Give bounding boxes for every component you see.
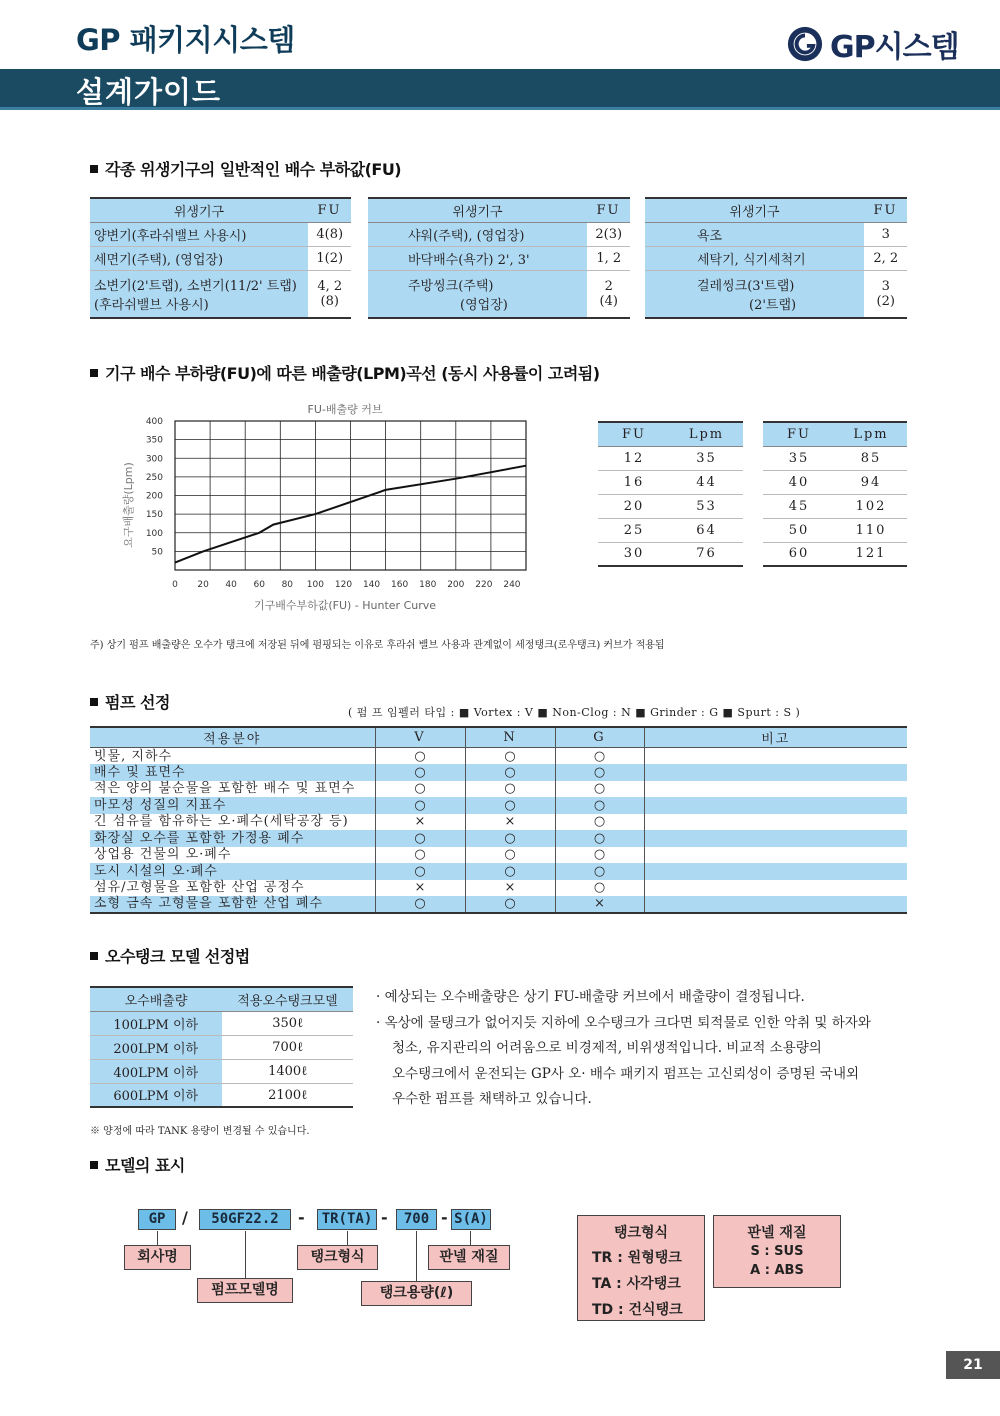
suitability-mark: ○: [375, 748, 465, 765]
application-field: 배수 및 표면수: [90, 764, 375, 781]
col-header: 위생기구: [368, 198, 587, 222]
chart-x-tick-label: 20: [197, 580, 209, 590]
tank-model-cell: 350ℓ: [222, 1011, 353, 1035]
fu-cell: 30: [598, 542, 670, 566]
table-row: [90, 764, 907, 781]
connector-line: [416, 1231, 417, 1281]
chart-x-tick-label: 100: [306, 580, 324, 590]
paragraph-line: 우수한 펌프를 채택하고 있습니다.: [392, 1091, 592, 1107]
suitability-mark: ○: [465, 797, 555, 814]
label-company: 회사명: [124, 1245, 191, 1270]
fu-table-1: [90, 197, 351, 319]
col-header: N: [465, 727, 555, 748]
section-heading-text: 펌프 선정: [105, 693, 170, 712]
model-separator: -: [441, 1208, 448, 1227]
suitability-mark: ○: [465, 847, 555, 864]
fixture-name: [645, 270, 864, 318]
tank-selection-table: [90, 986, 353, 1108]
tank-type-legend-box: [577, 1215, 705, 1321]
panel-material-legend-box: [713, 1215, 841, 1288]
col-header: 적용오수탱크모델: [222, 987, 353, 1011]
fixture-name: [368, 270, 587, 318]
chart-grid: [175, 421, 526, 570]
fu-value: 2, 2: [864, 246, 907, 270]
model-part-tank-type: TR(TA): [317, 1209, 377, 1230]
suitability-mark: ○: [375, 830, 465, 847]
fu-value-line: (2): [876, 293, 895, 309]
application-field: 빗물, 지하수: [90, 748, 375, 765]
col-header: 위생기구: [90, 198, 308, 222]
bullet-square-icon: [90, 952, 98, 960]
suitability-mark: ○: [375, 847, 465, 864]
suitability-mark: ○: [465, 748, 555, 765]
bullet-square-icon: [90, 1161, 98, 1169]
table-row: [90, 880, 907, 897]
lpm-cell: 35: [670, 446, 743, 470]
remarks-cell: [644, 764, 907, 781]
col-header: 위생기구: [645, 198, 864, 222]
col-header: G: [555, 727, 644, 748]
fu-value: 4(8): [308, 222, 351, 246]
col-header: 비고: [644, 727, 907, 748]
legend-item: S : SUS: [750, 1244, 804, 1259]
legend-item: TA : 사각탱크: [592, 1276, 681, 1292]
fu-value: 1, 2: [587, 246, 630, 270]
fu-value: [864, 270, 907, 318]
fu-cell: 45: [763, 494, 835, 518]
fu-cell: 12: [598, 446, 670, 470]
chart-x-tick-label: 60: [253, 580, 265, 590]
bullet-square-icon: [90, 165, 98, 173]
table-row: [90, 830, 907, 847]
chart-y-tick-label: 100: [145, 528, 163, 539]
chart-y-tick-label: 300: [145, 454, 163, 465]
discharge-cell: 400LPM 이하: [90, 1059, 222, 1083]
suitability-mark: ×: [465, 880, 555, 897]
fixture-name-line: (영업장): [460, 297, 508, 313]
discharge-cell: 600LPM 이하: [90, 1083, 222, 1107]
fixture-name-line: (후라쉬밸브 사용시): [94, 297, 209, 313]
fixture-name-line: 소변기(2'트랩), 소변기(11/2' 트랩): [94, 278, 297, 294]
lpm-cell: 110: [835, 518, 907, 542]
connector-line: [470, 1231, 471, 1245]
suitability-mark: ○: [465, 764, 555, 781]
model-part-panel: S(A): [451, 1209, 491, 1230]
table-row: [90, 748, 907, 765]
chart-x-tick-label: 40: [225, 580, 237, 590]
model-part-pump: 50GF22.2: [199, 1209, 291, 1230]
fu-value-line: (4): [599, 293, 618, 309]
suitability-mark: ○: [375, 863, 465, 880]
model-part-capacity: 700: [396, 1209, 437, 1230]
label-pump-model: 펌프모델명: [197, 1278, 293, 1303]
bullet-square-icon: [90, 698, 98, 706]
fu-value-line: (8): [320, 293, 339, 309]
logo-text: GP시스템: [830, 30, 959, 65]
col-header: FU: [763, 422, 835, 446]
suitability-mark: ○: [555, 830, 644, 847]
application-field: 소형 금속 고형물을 포함한 산업 폐수: [90, 896, 375, 913]
fu-value: [308, 270, 351, 318]
tank-model-cell: 1400ℓ: [222, 1059, 353, 1083]
col-header: V: [375, 727, 465, 748]
section-heading-tank: [90, 944, 250, 967]
chart-y-tick-label: 200: [145, 491, 163, 502]
fu-value: 3: [864, 222, 907, 246]
suitability-mark: ○: [555, 781, 644, 798]
lpm-cell: 85: [835, 446, 907, 470]
table-row: [90, 896, 907, 913]
chart-y-tick-label: 50: [151, 547, 163, 558]
suitability-mark: ○: [375, 797, 465, 814]
remarks-cell: [644, 896, 907, 913]
lpm-table-2: [763, 421, 907, 567]
model-separator: -: [381, 1208, 388, 1227]
table-row: [90, 863, 907, 880]
label-tank-type: 탱크형식: [297, 1245, 378, 1270]
remarks-cell: [644, 814, 907, 831]
paragraph-line: 오수탱크에서 운전되는 GP사 오· 배수 패키지 펌프는 고신뢰성이 증명된 국내외: [392, 1065, 860, 1082]
legend-title: 판넬 재질: [747, 1225, 807, 1241]
application-field: 긴 섬유를 함유하는 오·폐수(세탁공장 등): [90, 814, 375, 831]
lpm-cell: 44: [670, 470, 743, 494]
chart-y-tick-label: 150: [145, 510, 163, 521]
chart-x-tick-label: 180: [419, 580, 437, 590]
chart-y-tick-label: 250: [145, 472, 163, 483]
fixture-name: 양변기(후라쉬밸브 사용시): [90, 222, 308, 246]
chart-y-axis-label: 요구배출량(Lpm): [122, 462, 135, 548]
table-row: [90, 847, 907, 864]
chart-x-tick-label: 0: [172, 580, 178, 590]
bullet-square-icon: [90, 369, 98, 377]
remarks-cell: [644, 748, 907, 765]
label-panel-material: 판넬 재질: [428, 1245, 510, 1270]
paragraph-line: 청소, 유지관리의 어려움으로 비경제적, 비위생적입니다. 비교적 소용량의: [392, 1040, 822, 1056]
application-field: 화장실 오수를 포함한 가정용 폐수: [90, 830, 375, 847]
fu-value-line: 3: [881, 278, 890, 294]
fixture-name-line: 걸레씽크(3'트랩): [697, 278, 795, 294]
chart-x-tick-label: 160: [391, 580, 409, 590]
chart-x-tick-label: 240: [503, 580, 521, 590]
col-header: 오수배출량: [90, 987, 222, 1011]
remarks-cell: [644, 830, 907, 847]
remarks-cell: [644, 863, 907, 880]
model-part-company: GP: [138, 1209, 176, 1230]
connector-line: [245, 1231, 246, 1278]
suitability-mark: ○: [555, 863, 644, 880]
chart-x-ticks: [172, 580, 521, 590]
lpm-cell: 53: [670, 494, 743, 518]
fu-value-line: 2: [604, 278, 613, 294]
section-heading-text: 각종 위생기구의 일반적인 배수 부하값(FU): [105, 160, 402, 179]
fixture-name: 욕조: [645, 222, 864, 246]
section-heading-fu: [90, 157, 401, 180]
tank-model-cell: 2100ℓ: [222, 1083, 353, 1107]
model-separator: /: [182, 1208, 188, 1227]
suitability-mark: ○: [555, 847, 644, 864]
col-header: Lpm: [670, 422, 743, 446]
suitability-mark: ×: [465, 814, 555, 831]
remarks-cell: [644, 781, 907, 798]
application-field: 섬유/고형물을 포함한 산업 공정수: [90, 880, 375, 897]
company-logo: [786, 22, 986, 66]
legend-title: 탱크형식: [613, 1225, 669, 1241]
suitability-mark: ○: [555, 748, 644, 765]
col-header: FU: [308, 198, 351, 222]
chart-x-tick-label: 140: [362, 580, 381, 590]
impeller-type-legend: ( 펌 프 임펠러 타입 : ■ Vortex : V ■ Non-Clog : N ■ Grinder : G ■ Spurt : S ): [348, 706, 801, 719]
suitability-mark: ○: [555, 764, 644, 781]
fu-cell: 25: [598, 518, 670, 542]
label-tank-capacity: 탱크용량(ℓ): [361, 1281, 472, 1306]
section-heading-pump: [90, 690, 170, 713]
lpm-cell: 94: [835, 470, 907, 494]
table-row: [90, 814, 907, 831]
fixture-name: 세면기(주택), (영업장): [90, 246, 308, 270]
fu-table-2: [368, 197, 630, 319]
lpm-table-1: [598, 421, 743, 567]
application-field: 적은 양의 불순물을 포함한 배수 및 표면수: [90, 781, 375, 798]
fixture-name: 샤워(주택), (영업장): [368, 222, 587, 246]
chart-x-tick-label: 220: [475, 580, 493, 590]
page-number: 21: [946, 1351, 1000, 1379]
chart-x-tick-label: 120: [334, 580, 353, 590]
gp-logo-icon: [786, 25, 824, 63]
fixture-name: [90, 270, 308, 318]
suitability-mark: ×: [375, 880, 465, 897]
remarks-cell: [644, 797, 907, 814]
banner-title: 설계가이드: [76, 75, 222, 109]
tank-footnote: ※ 양정에 따라 TANK 용량이 변경될 수 있습니다.: [90, 1126, 310, 1137]
pump-selection-table: [90, 726, 907, 914]
fixture-name-line: (2'트랩): [749, 297, 797, 313]
fu-value: [587, 270, 630, 318]
fu-lpm-chart: [112, 400, 542, 615]
section-heading-text: 모델의 표시: [105, 1156, 185, 1175]
discharge-cell: 100LPM 이하: [90, 1011, 222, 1035]
chart-x-tick-label: 80: [281, 580, 294, 590]
section-heading-text: 오수탱크 모델 선정법: [105, 947, 250, 966]
chart-title: FU-배출량 커브: [307, 403, 383, 416]
connector-line: [157, 1231, 158, 1245]
suitability-mark: ○: [375, 764, 465, 781]
fu-cell: 40: [763, 470, 835, 494]
remarks-cell: [644, 880, 907, 897]
lpm-cell: 76: [670, 542, 743, 566]
col-header: FU: [864, 198, 907, 222]
col-header: 적용분야: [90, 727, 375, 748]
section-heading-text: 기구 배수 부하량(FU)에 따른 배출량(LPM)곡선 (동시 사용률이 고려됨): [105, 364, 600, 383]
fu-cell: 20: [598, 494, 670, 518]
suitability-mark: ○: [555, 814, 644, 831]
suitability-mark: ○: [375, 781, 465, 798]
suitability-mark: ○: [375, 896, 465, 913]
suitability-mark: ○: [465, 863, 555, 880]
suitability-mark: ×: [555, 896, 644, 913]
document-title: GP 패키지시스템: [76, 23, 295, 57]
fixture-name: 바닥배수(욕가) 2', 3': [368, 246, 587, 270]
legend-item: A : ABS: [750, 1263, 804, 1278]
table-row: [90, 781, 907, 798]
fixture-name: 세탁기, 식기세척기: [645, 246, 864, 270]
fu-value: 1(2): [308, 246, 351, 270]
model-separator: -: [298, 1208, 305, 1227]
application-field: 마모성 성질의 지표수: [90, 797, 375, 814]
suitability-mark: ○: [465, 781, 555, 798]
fixture-name-line: 주방씽크(주택): [408, 278, 494, 294]
lpm-cell: 102: [835, 494, 907, 518]
fu-cell: 50: [763, 518, 835, 542]
suitability-mark: ×: [375, 814, 465, 831]
chart-y-tick-label: 400: [145, 417, 163, 427]
legend-item: TD : 건식탱크: [592, 1302, 683, 1318]
suitability-mark: ○: [465, 896, 555, 913]
tank-description: [376, 985, 896, 1113]
lpm-cell: 121: [835, 542, 907, 566]
chart-y-ticks: [146, 417, 163, 557]
connector-line: [347, 1231, 348, 1245]
application-field: 도시 시설의 오·폐수: [90, 863, 375, 880]
suitability-mark: ○: [555, 880, 644, 897]
lpm-cell: 64: [670, 518, 743, 542]
discharge-cell: 200LPM 이하: [90, 1035, 222, 1059]
fu-cell: 16: [598, 470, 670, 494]
remarks-cell: [644, 847, 907, 864]
curve-footnote: 주) 상기 펌프 배출량은 오수가 탱크에 저장된 뒤에 펌핑되는 이유로 후라쉬 밸브 사용과 관계없이 세정탱크(로우탱크) 커브가 적용됨: [90, 640, 665, 651]
suitability-mark: ○: [555, 797, 644, 814]
fu-value: 2(3): [587, 222, 630, 246]
col-header: Lpm: [835, 422, 907, 446]
application-field: 상업용 건물의 오·폐수: [90, 847, 375, 864]
paragraph-line: · 옥상에 물탱크가 없어지듯 지하에 오수탱크가 크다면 퇴적물로 인한 악취 및 하자와: [376, 1014, 871, 1031]
col-header: FU: [598, 422, 670, 446]
tank-model-cell: 700ℓ: [222, 1035, 353, 1059]
chart-x-tick-label: 200: [447, 580, 465, 590]
table-row: [90, 797, 907, 814]
col-header: FU: [587, 198, 630, 222]
suitability-mark: ○: [465, 830, 555, 847]
chart-x-axis-label: 기구배수부하값(FU) - Hunter Curve: [253, 599, 437, 612]
section-heading-model: [90, 1153, 185, 1176]
fu-cell: 60: [763, 542, 835, 566]
paragraph-line: · 예상되는 오수배출량은 상기 FU-배출량 커브에서 배출량이 결정됩니다.: [376, 989, 805, 1005]
chart-y-tick-label: 350: [145, 435, 163, 446]
fu-cell: 35: [763, 446, 835, 470]
fu-value-line: 4, 2: [317, 278, 343, 294]
legend-item: TR : 원형탱크: [592, 1250, 682, 1266]
section-heading-curve: [90, 361, 600, 384]
fu-table-3: [645, 197, 907, 319]
